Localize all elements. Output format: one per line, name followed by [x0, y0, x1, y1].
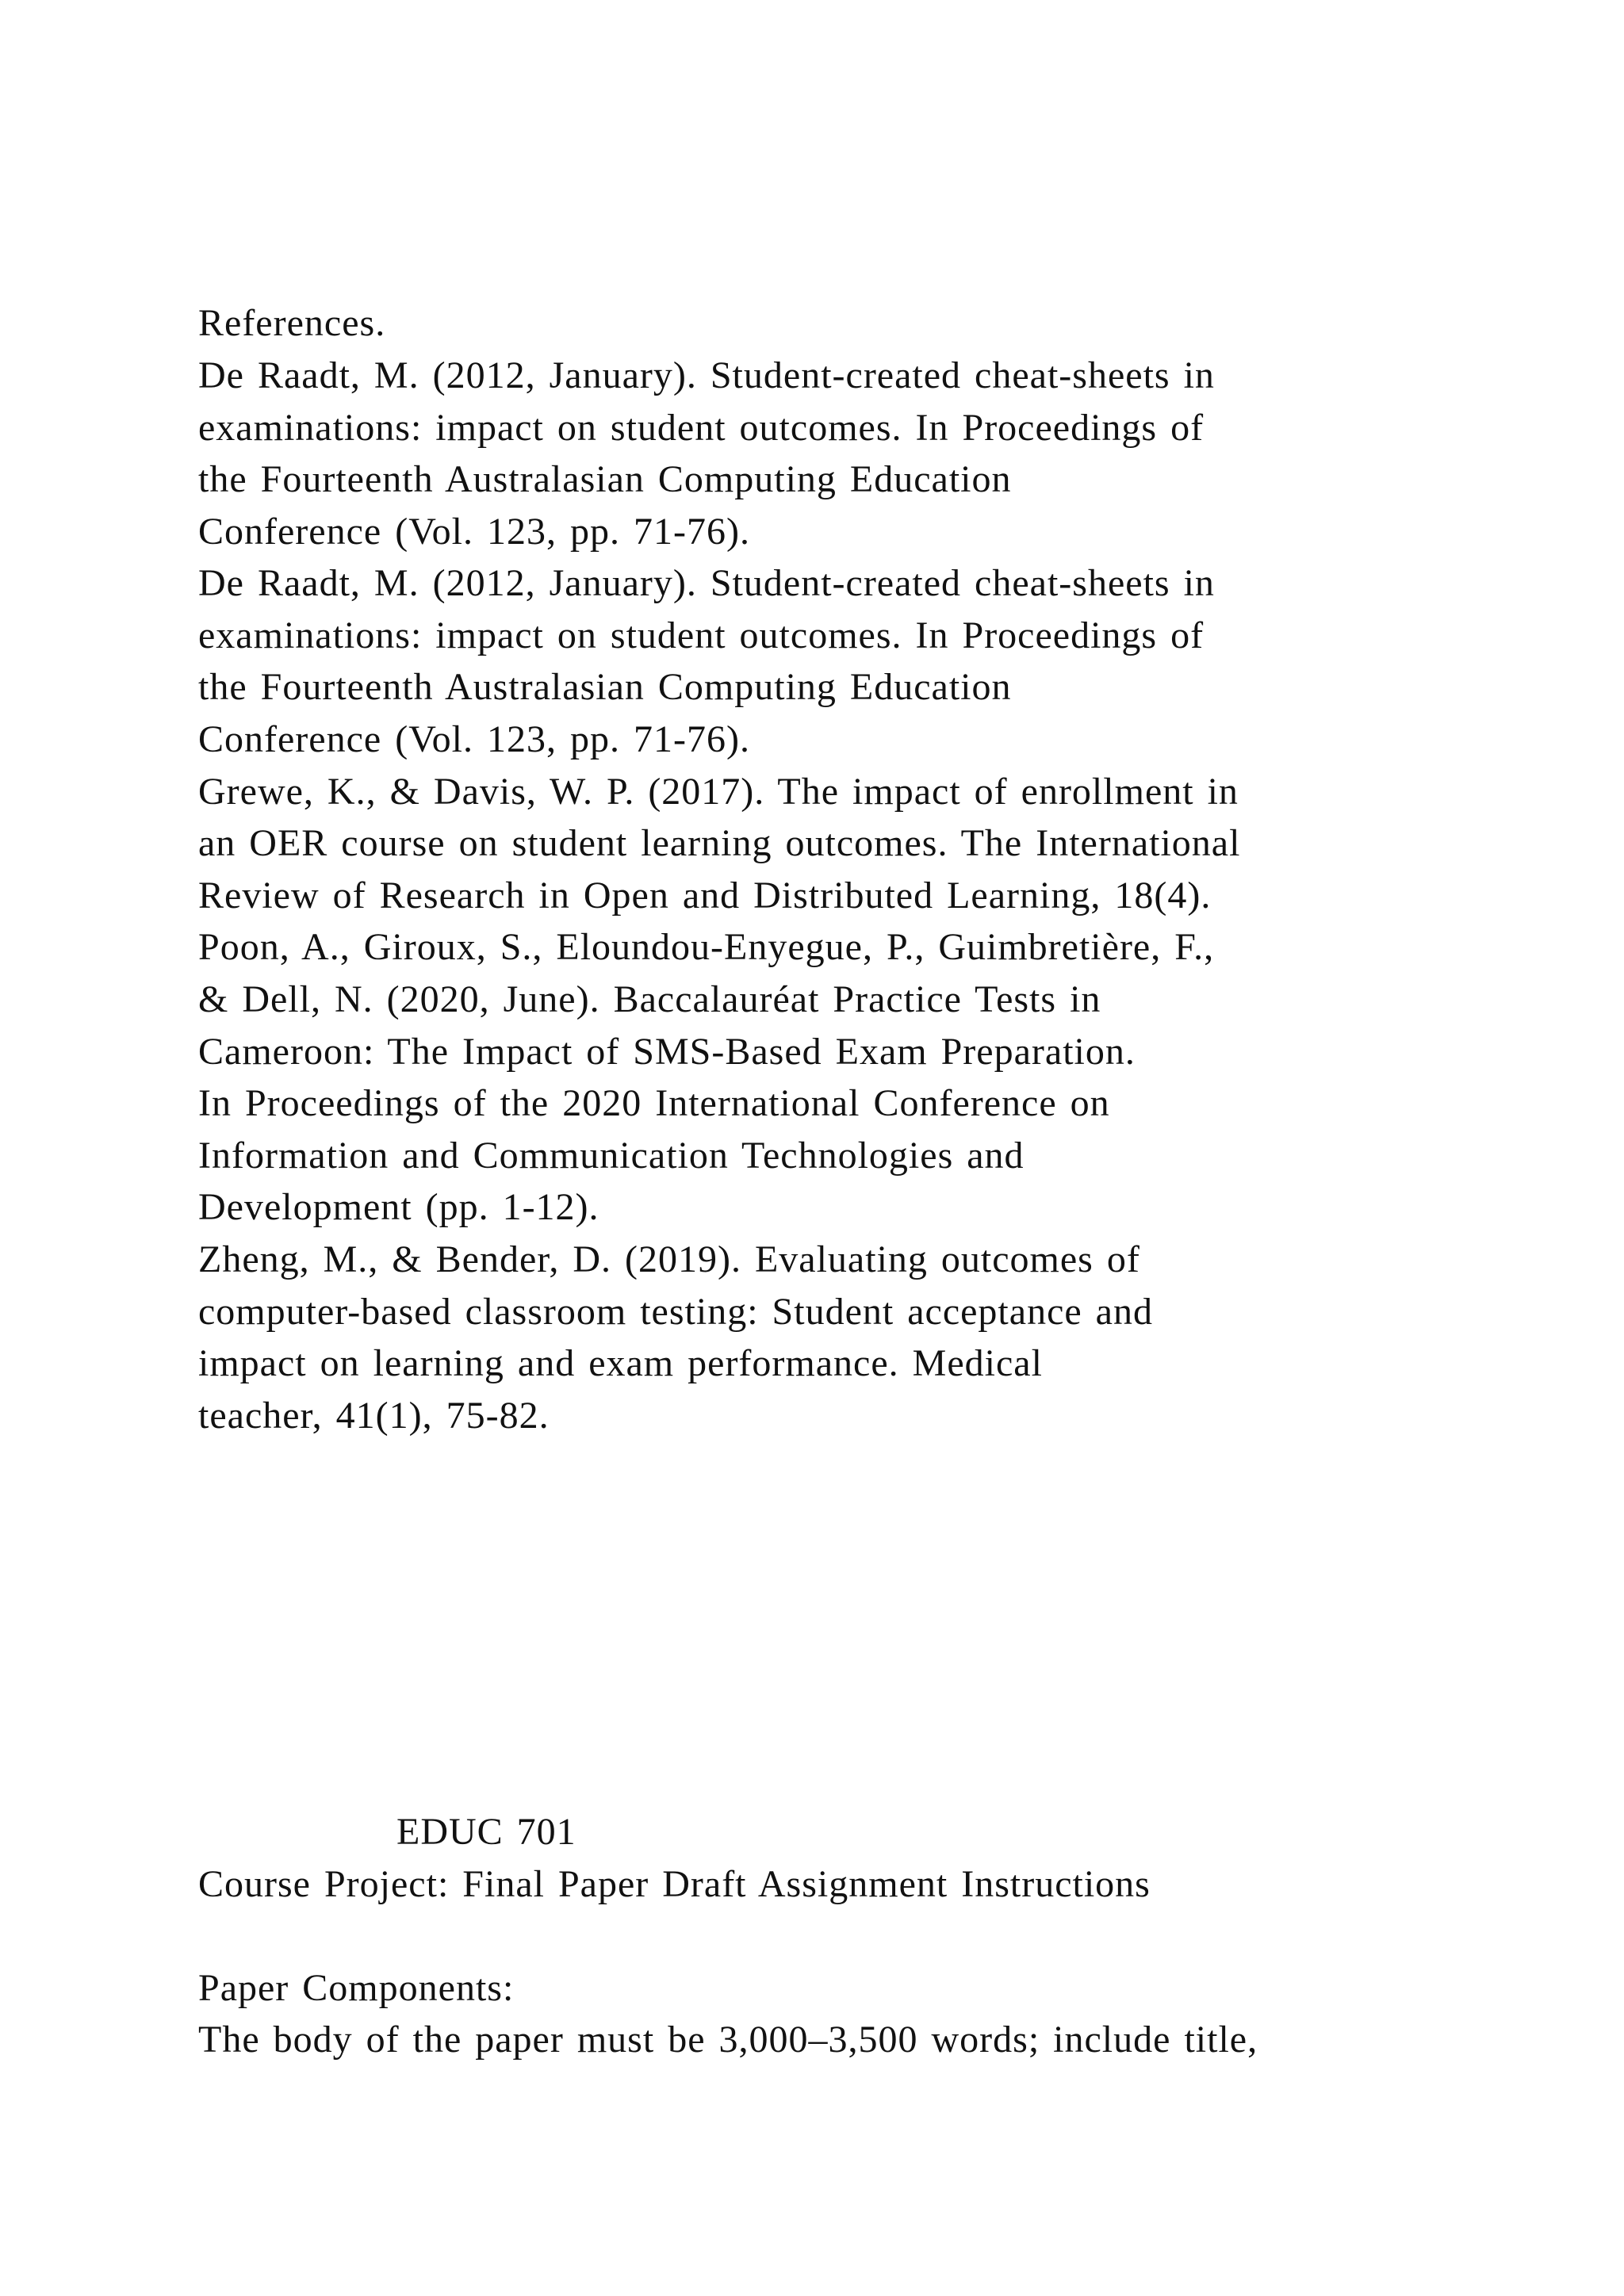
reference-line: impact on learning and exam performance. Medical [198, 1342, 1043, 1384]
reference-line: De Raadt, M. (2012, January). Student-created cheat-sheets in [198, 354, 1215, 396]
reference-line: Cameroon: The Impact of SMS-Based Exam Preparation. [198, 1031, 1136, 1073]
references-heading: References. [198, 302, 386, 344]
section-heading: Paper Components: [198, 1967, 515, 2009]
reference-line: Information and Communication Technologies and [198, 1135, 1025, 1177]
reference-line: In Proceedings of the 2020 International Conference on [198, 1082, 1110, 1124]
reference-line: the Fourteenth Australasian Computing Education [198, 458, 1012, 500]
reference-line: Zheng, M., & Bender, D. (2019). Evaluating outcomes of [198, 1238, 1140, 1280]
reference-line: De Raadt, M. (2012, January). Student-created cheat-sheets in [198, 562, 1215, 604]
reference-line: Poon, A., Giroux, S., Eloundou-Enyegue, P., Guimbretière, F., [198, 926, 1215, 968]
reference-line: Conference (Vol. 123, pp. 71-76). [198, 718, 750, 760]
reference-line: teacher, 41(1), 75-82. [198, 1395, 550, 1437]
course-code: EDUC 701 [396, 1811, 576, 1853]
reference-line: computer-based classroom testing: Student acceptance and [198, 1291, 1153, 1333]
assignment-title: Course Project: Final Paper Draft Assignment Instructions [198, 1863, 1151, 1905]
reference-line: examinations: impact on student outcomes. In Proceedings of [198, 407, 1205, 449]
reference-line: Conference (Vol. 123, pp. 71-76). [198, 511, 750, 553]
reference-line: Review of Research in Open and Distributed Learning, 18(4). [198, 874, 1212, 916]
reference-line: Development (pp. 1-12). [198, 1186, 599, 1228]
reference-line: Grewe, K., & Davis, W. P. (2017). The impact of enrollment in [198, 771, 1239, 813]
reference-line: examinations: impact on student outcomes. In Proceedings of [198, 614, 1205, 656]
reference-line: an OER course on student learning outcomes. The International [198, 822, 1241, 864]
reference-line: the Fourteenth Australasian Computing Education [198, 666, 1012, 708]
body-text-line: The body of the paper must be 3,000–3,500 words; include title, [198, 2019, 1258, 2061]
reference-line: & Dell, N. (2020, June). Baccalauréat Practice Tests in [198, 978, 1101, 1020]
